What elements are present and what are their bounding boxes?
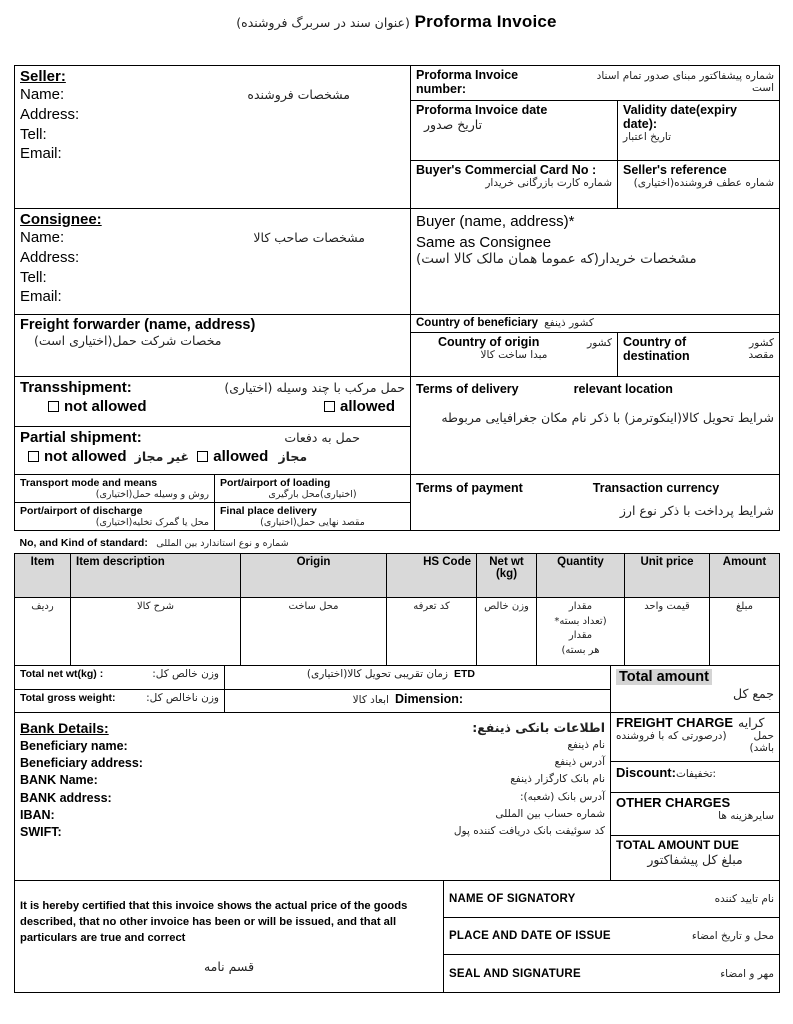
buyer-heading: Buyer (name, address)* [416,213,575,230]
items-table [14,553,780,666]
cell-unit-price-fa: قیمت واحد [625,598,710,666]
country-beneficiary-fa: کشور ذینفع [544,316,594,329]
seller-cell [15,66,411,209]
validity-date-fa: تاریخ اعتبار [623,131,672,144]
transshipment-allowed-label: allowed [340,397,396,415]
total-amount-label: Total amount [616,669,712,685]
freight-charge-fa3: (درصورتی که با فروشنده [616,729,727,742]
port-discharge-fa: محل یا گمرک تخلیه(اختیاری) [95,517,209,528]
transport-mode-cell [15,475,215,503]
bank-row-bank-address [20,790,605,807]
total-amount-due-label: TOTAL AMOUNT DUE [616,837,739,852]
cell-quantity-fa-line1: مقدار [568,601,593,612]
column-header-net-wt-line1: Net wt [489,556,524,568]
other-charges-fa: سایرهزینه ها [718,810,774,823]
cell-description-fa: شرح کالا [71,598,241,666]
total-gross-wt-label: Total gross weight: [20,691,116,704]
bank-row-beneficiary-name [20,738,605,755]
partial-allowed-option[interactable] [197,448,272,465]
column-header-hs-code: HS Code [387,554,477,598]
transport-mode-label: Transport mode and means [20,477,158,489]
invoice-frame [14,65,779,993]
header-block [14,65,780,209]
bank-details-heading: Bank Details: [20,719,109,736]
port-loading-fa: (اختیاری)محل بارگیری [268,489,357,500]
cell-hs-code-fa: کد تعرفه [387,598,477,666]
final-place-label: Final place delivery [220,505,317,517]
terms-of-delivery-cell [411,377,780,475]
country-destination-label: Country of destination [623,334,690,363]
freight-forwarder-cell [15,314,411,376]
cell-origin-fa: محل ساخت [241,598,387,666]
name-of-signatory-cell [444,881,780,918]
column-header-quantity: Quantity [537,554,625,598]
country-destination-fa: کشور مقصد [748,336,775,361]
column-header-net-wt [477,554,537,598]
country-beneficiary-label: Country of beneficiary [416,316,539,329]
column-header-item: Item [15,554,71,598]
etd-cell [225,666,611,689]
freight-forwarder-heading: Freight forwarder (name, address) [20,316,256,333]
bank-label-bank-name: BANK Name: [20,773,98,788]
partial-allowed-fa: مجاز [278,449,308,464]
seller-reference-label: Seller's reference [623,162,727,177]
partial-shipment-fa: حمل به دفعات [284,430,361,445]
country-destination-cell [618,332,780,376]
seal-signature-label: SEAL AND SIGNATURE [449,967,581,980]
standard-label: No, and Kind of standard: [19,537,148,549]
validity-date-label: Validity date(expiry date): [623,103,737,132]
buyer-same-as-consignee: Same as Consignee [416,234,552,251]
cell-net-wt-fa: وزن خالص [477,598,537,666]
country-origin-fa1: کشور [587,336,612,349]
partial-shipment-heading: Partial shipment: [20,429,142,446]
port-discharge-label: Port/airport of discharge [20,505,143,517]
freight-charge-cell [611,712,780,762]
total-gross-wt-cell [15,689,225,712]
transport-mode-fa: روش و وسیله حمل(اختیاری) [95,489,209,500]
bank-label-beneficiary-address: Beneficiary address: [20,756,143,771]
invoice-date-fa: تاریخ صدور [424,117,483,133]
column-header-unit-price: Unit price [625,554,710,598]
shipment-terms-block [14,377,780,554]
dimension-cell [225,689,611,712]
total-net-wt-cell [15,666,225,689]
bank-details-heading-fa: اطلاعات بانکی ذینفع: [472,719,605,735]
discount-label: Discount: [616,765,676,781]
certification-fa: قسم نامه [203,958,255,974]
partial-allowed-label: allowed [213,448,269,465]
name-of-signatory-fa: نام تایید کننده [714,892,774,905]
seller-name-label: Name: [20,86,65,103]
bank-label-iban: IBAN: [20,807,55,822]
standard-fa: شماره و نوع استاندارد بین المللی [156,538,289,549]
consignee-block [14,209,780,377]
other-charges-label: OTHER CHARGES [616,795,731,811]
certification-text: It is hereby certified that this invoice shows the actual price of the goods described, that no other invoice has been or will be issued, and that all particulars are true and correct [20,899,408,944]
final-place-fa: مقصد نهایی حمل(اختیاری) [260,517,365,528]
total-amount-due-fa: مبلغ کل پیشفاکتور [647,851,743,867]
partial-not-allowed-fa: غیر مجاز [134,449,190,464]
discount-cell [611,762,780,793]
consignee-name-label: Name: [20,229,65,246]
consignee-tell-label: Tell: [20,268,47,286]
terms-delivery-location-label: relevant location [573,381,673,396]
cell-amount-fa: مبلغ [710,598,780,666]
terms-payment-fa: شرایط پرداخت با ذکر نوع ارز [619,503,775,518]
seller-email-label: Email: [20,145,62,163]
invoice-number-label: Proforma Invoice number: [416,68,519,96]
items-table-header-row [15,554,780,598]
freight-charge-fa2: حمل [753,729,774,742]
bank-fa-bank-name: نام بانک کارگزار ذینفع [510,773,605,786]
page-title-fa: (عنوان سند در سربرگ فروشنده) [236,15,410,30]
total-amount-label-wrap [616,668,774,686]
bank-fa-iban: شماره حساب بین المللی [495,807,605,820]
seller-address-label: Address: [20,105,80,123]
transshipment-not-allowed-option[interactable] [48,398,147,415]
column-header-amount: Amount [710,554,780,598]
seller-tell-label: Tell: [20,125,47,143]
column-header-net-wt-line2: (kg) [495,568,518,580]
transshipment-allowed-option[interactable] [324,398,395,415]
consignee-fa-note: مشخصات صاحب کالا [253,230,365,245]
bank-fa-swift: کد سوئیفت بانک دریافت کننده پول [453,825,605,838]
bank-fa-beneficiary-name: نام ذینفع [567,738,605,751]
standard-row [15,531,780,554]
port-loading-cell [215,475,411,503]
cell-quantity-fa [537,598,625,666]
place-date-fa: محل و تاریخ امضاء [691,930,774,942]
seal-signature-fa: مهر و امضاء [720,967,774,980]
bank-label-beneficiary-name: Beneficiary name: [20,738,128,753]
bank-fa-beneficiary-address: آدرس ذینفع [554,756,605,769]
column-header-description: Item description [71,554,241,598]
transshipment-cell [15,377,411,427]
buyer-fa-note: مشخصات خریدار(که عموما همان مالک کالا است) [416,251,697,267]
seller-reference-fa: شماره عطف فروشنده(اختیاری) [633,176,775,189]
invoice-number-fa: شماره پیشفاکتور مبنای صدور تمام اسناد است [596,70,775,94]
place-date-of-issue-cell [444,918,780,955]
freight-charge-fa4: باشد) [749,741,774,754]
buyer-card-fa: شماره کارت بازرگانی خریدار [485,176,612,189]
dimension-fa: ابعاد کالا [352,693,389,706]
freight-charge-label: FREIGHT CHARGE [616,714,733,730]
bank-details-cell [15,712,611,880]
consignee-heading: Consignee: [20,211,102,228]
bank-fa-bank-address: آدرس بانک (شعبه): [520,790,605,803]
invoice-date-label: Proforma Invoice date [416,103,548,118]
table-row [15,598,780,666]
cell-item-fa: ردیف [15,598,71,666]
buyer-card-cell [411,160,618,208]
terms-payment-label: Terms of payment [416,481,523,495]
checkbox-icon[interactable] [28,451,39,462]
seller-reference-cell [618,160,780,208]
total-amount-cell [611,666,780,712]
consignee-cell [15,209,411,314]
terms-delivery-label: Terms of delivery [416,381,519,396]
totals-bank-block [14,666,780,881]
total-net-wt-label: Total net wt(kg) : [20,668,104,680]
total-amount-due-cell [611,835,780,880]
checkbox-icon[interactable] [324,401,335,412]
transshipment-heading: Transshipment: [20,378,132,396]
etd-label: ETD [454,668,475,680]
transshipment-not-allowed-label: not allowed [64,397,147,415]
partial-not-allowed-option[interactable] [28,448,131,465]
cell-quantity-fa-line3: هر بسته) [561,644,600,656]
buyer-card-label: Buyer's Commercial Card No : [416,162,597,177]
bank-label-bank-address: BANK address: [20,790,112,805]
terms-payment-currency-label: Transaction currency [592,481,720,495]
name-of-signatory-label: NAME OF SIGNATORY [449,892,576,905]
discount-fa: تخفیفات: [675,768,717,781]
port-loading-label: Port/airport of loading [220,477,331,489]
partial-not-allowed-label: not allowed [44,448,127,465]
port-discharge-cell [15,503,215,531]
bank-row-beneficiary-address [20,755,605,772]
bank-row-swift [20,824,605,841]
checkbox-icon[interactable] [197,451,208,462]
country-beneficiary-cell [411,314,780,332]
total-gross-wt-fa: وزن ناخالص کل: [146,691,219,704]
seller-fa-note: مشخصات فروشنده [247,87,350,102]
page-title-en: Proforma Invoice [414,12,557,31]
bank-row-iban [20,807,605,824]
country-origin-fa2: مبدا ساخت کالا [480,348,548,361]
seller-heading: Seller: [20,68,66,85]
terms-delivery-fa: شرایط تحویل کالا(اینکوترمز) با ذکر نام مکان جغرافیایی مربوطه [441,409,775,425]
partial-shipment-cell [15,427,411,475]
etd-fa: زمان تقریبی تحویل کالا(اختیاری) [306,668,448,680]
consignee-email-label: Email: [20,288,62,306]
total-net-wt-fa: وزن خالص کل: [152,668,219,680]
buyer-cell [411,209,780,314]
dimension-label: Dimension: [394,691,463,706]
place-date-label: PLACE AND DATE OF ISSUE [449,930,611,942]
consignee-address-label: Address: [20,248,80,266]
invoice-number-cell [411,66,780,101]
country-origin-label: Country of origin [438,334,540,349]
cell-quantity-fa-line2: (تعداد بسته* مقدار [554,615,607,641]
country-origin-cell [411,332,618,376]
certification-block [14,881,780,994]
freight-charge-fa1: کرایه [738,714,765,730]
invoice-date-cell [411,101,618,160]
bank-label-swift: SWIFT: [20,825,62,840]
transshipment-fa: حمل مرکب با چند وسیله (اختیاری) [224,379,406,395]
checkbox-icon[interactable] [48,401,59,412]
other-charges-cell [611,793,780,836]
column-header-origin: Origin [241,554,387,598]
seal-signature-cell [444,955,780,993]
page-title [0,0,793,32]
terms-of-payment-cell [411,475,780,531]
total-amount-fa: جمع کل [733,686,774,701]
validity-date-cell [618,101,780,160]
freight-forwarder-fa: مخصات شرکت حمل(اختیاری است) [34,332,222,348]
certification-cell [15,881,444,993]
bank-row-bank-name [20,772,605,789]
final-place-delivery-cell [215,503,411,531]
